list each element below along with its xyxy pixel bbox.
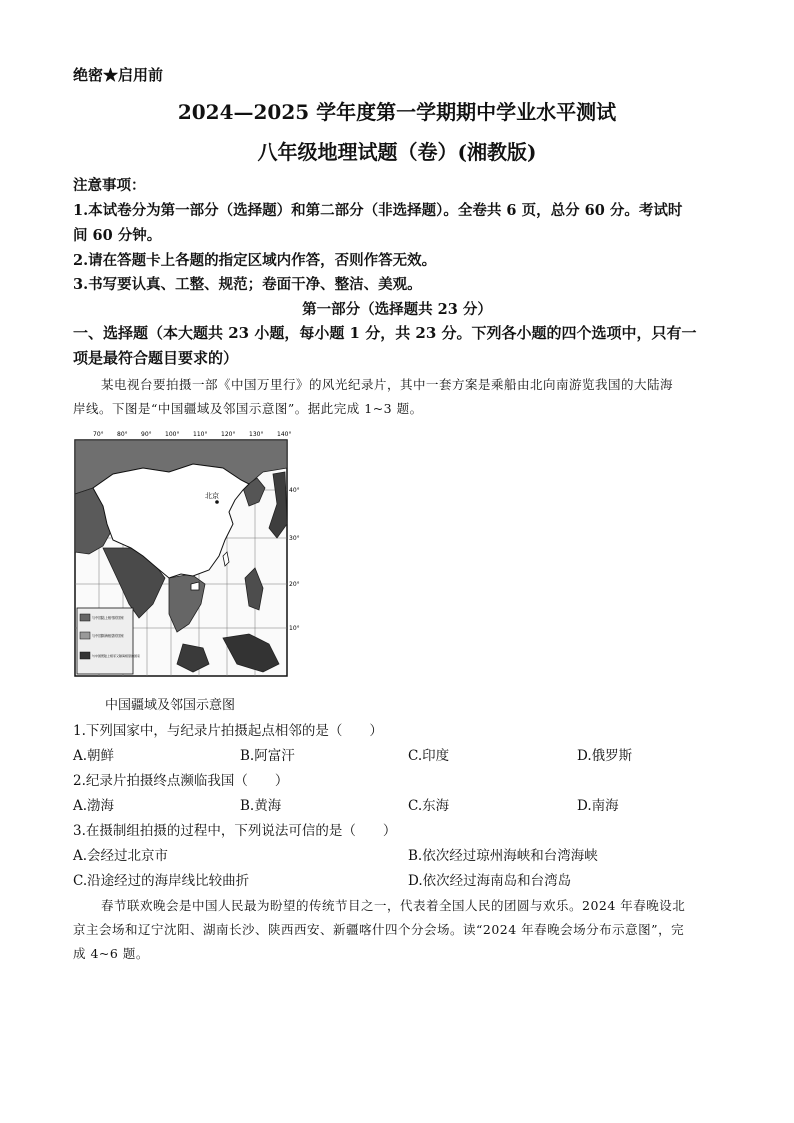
- map-caption: 中国疆域及邻国示意图: [105, 698, 236, 713]
- confidential-mark: 绝密★启用前: [73, 66, 164, 84]
- map-beijing-label: 北京: [205, 492, 219, 500]
- map-legend-swatch: [80, 632, 90, 639]
- intro-paragraph: 春节联欢晚会是中国人民最为盼望的传统节目之一，代表着全国人民的团圆与欢乐。2024 年春晚设北: [101, 898, 686, 913]
- part-heading: 第一部分（选择题共 23 分）: [302, 301, 492, 318]
- exam-title: 2024—2025 学年度第一学期期中学业水平测试: [177, 100, 617, 124]
- question-option: C.沿途经过的海岸线比较曲折: [73, 873, 250, 889]
- map-lon-label: 70°: [93, 431, 104, 438]
- map-legend-label: 与中国隔海相望的国家: [92, 634, 124, 638]
- map-lon-label: 120°: [221, 431, 236, 438]
- intro-paragraph: 京主会场和辽宁沈阳、湖南长沙、陕西西安、新疆喀什四个分会场。读“2024 年春晚会场分布示意图”，完: [73, 922, 685, 937]
- intro-paragraph: 某电视台要拍摄一部《中国万里行》的风光纪录片，其中一套方案是乘船由北向南游览我国的大陆海: [101, 377, 674, 392]
- map-lat-label: 20°: [289, 581, 300, 588]
- question-option: A.会经过北京市: [73, 848, 169, 864]
- map-lat-label: 30°: [289, 535, 300, 542]
- map-legend-swatch: [80, 652, 90, 659]
- map-legend-swatch: [80, 614, 90, 621]
- question-option: B.阿富汗: [240, 748, 295, 764]
- map-lon-label: 90°: [141, 431, 152, 438]
- section-heading: 一、选择题（本大题共 23 小题，每小题 1 分，共 23 分。下列各小题的四个选项中，只有一: [73, 324, 697, 342]
- question-option: D.依次经过海南岛和台湾岛: [408, 873, 572, 889]
- map-lat-label: 40°: [289, 487, 300, 494]
- note-line: 3.书写要认真、工整、规范；卷面干净、整洁、美观。: [73, 276, 422, 293]
- question-option: D.俄罗斯: [577, 748, 633, 764]
- question-option: B.依次经过琼州海峡和台湾海峡: [408, 848, 598, 864]
- map-legend-label: 与中国既陆上相邻又隔海相望的国家: [92, 654, 141, 658]
- note-line: 2.请在答题卡上各题的指定区域内作答，否则作答无效。: [73, 252, 437, 269]
- map-lon-label: 100°: [165, 431, 180, 438]
- section-heading: 项是最符合题目要求的）: [73, 349, 239, 367]
- question-option: A.渤海: [73, 798, 115, 814]
- map-lat-label: 10°: [289, 625, 300, 632]
- map-lon-label: 140°: [277, 431, 292, 438]
- map-beijing-marker: [215, 500, 219, 504]
- notes-heading: 注意事项：: [73, 177, 146, 194]
- exam-subtitle: 八年级地理试题（卷）(湘教版): [257, 140, 537, 164]
- question-option: A.朝鲜: [73, 748, 115, 764]
- question-option: C.印度: [408, 748, 450, 764]
- intro-paragraph: 成 4~6 题。: [73, 946, 149, 961]
- map-lon-label: 130°: [249, 431, 264, 438]
- question-option: C.东海: [408, 798, 450, 814]
- note-line: 间 60 分钟。: [73, 227, 162, 244]
- intro-paragraph: 岸线。下图是“中国疆域及邻国示意图”。据此完成 1~3 题。: [73, 401, 423, 416]
- map-lon-label: 110°: [193, 431, 208, 438]
- china-map-figure: [73, 428, 301, 680]
- question-stem: 1.下列国家中，与纪录片拍摄起点相邻的是（ ）: [73, 723, 383, 739]
- question-option: B.黄海: [240, 798, 282, 814]
- map-lon-label: 80°: [117, 431, 128, 438]
- question-stem: 3.在摄制组拍摄的过程中，下列说法可信的是（ ）: [73, 823, 397, 839]
- note-line: 1.本试卷分为第一部分（选择题）和第二部分（非选择题）。全卷共 6 页，总分 60 分。考试时: [73, 202, 683, 219]
- map-legend-label: 与中国陆上相邻的国家: [92, 616, 124, 620]
- question-option: D.南海: [577, 798, 619, 814]
- question-stem: 2.纪录片拍摄终点濒临我国（ ）: [73, 773, 289, 789]
